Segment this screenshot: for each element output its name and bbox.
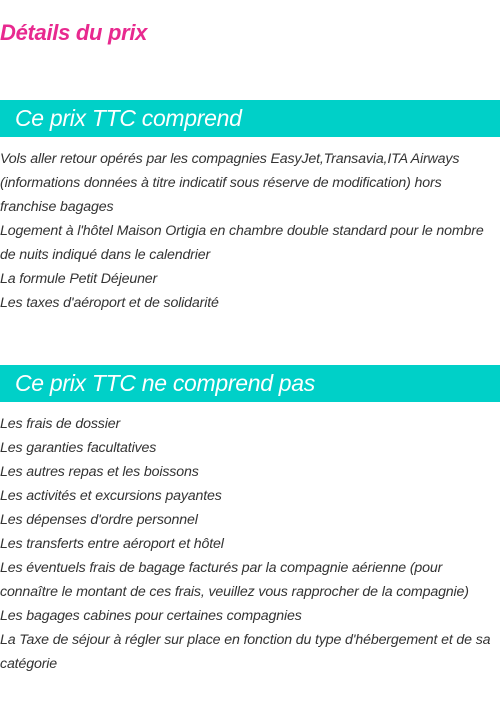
includes-item: Logement à l'hôtel Maison Ortigia en chambre double standard pour le nombre de nuits indiqué dans le calendrier	[0, 223, 484, 263]
excludes-section-header	[0, 365, 500, 402]
excludes-item: Les dépenses d'ordre personnel	[0, 512, 198, 528]
excludes-item: Les transferts entre aéroport et hôtel	[0, 536, 224, 552]
includes-section-header	[0, 100, 500, 137]
includes-heading: Ce prix TTC comprend	[15, 105, 242, 131]
page-title: Détails du prix	[0, 20, 148, 45]
excludes-item: Les bagages cabines pour certaines compagnies	[0, 608, 302, 624]
includes-list	[0, 147, 500, 315]
excludes-item: La Taxe de séjour à régler sur place en fonction du type d'hébergement et de sa catégorie	[0, 632, 491, 672]
includes-item: La formule Petit Déjeuner	[0, 271, 158, 287]
excludes-item: Les activités et excursions payantes	[0, 488, 222, 504]
includes-item: Vols aller retour opérés par les compagnies EasyJet,Transavia,ITA Airways (informations données à titre indicatif sous réserve de modification) hors franchise bagages	[0, 151, 460, 215]
excludes-item: Les garanties facultatives	[0, 440, 157, 456]
excludes-item: Les autres repas et les boissons	[0, 464, 199, 480]
excludes-item: Les éventuels frais de bagage facturés par la compagnie aérienne (pour connaître le montant de ces frais, veuillez vous rapprocher de la compagnie)	[0, 560, 469, 600]
excludes-item: Les frais de dossier	[0, 416, 121, 432]
includes-item: Les taxes d'aéroport et de solidarité	[0, 295, 219, 311]
excludes-heading: Ce prix TTC ne comprend pas	[15, 370, 315, 396]
excludes-list	[0, 412, 500, 676]
